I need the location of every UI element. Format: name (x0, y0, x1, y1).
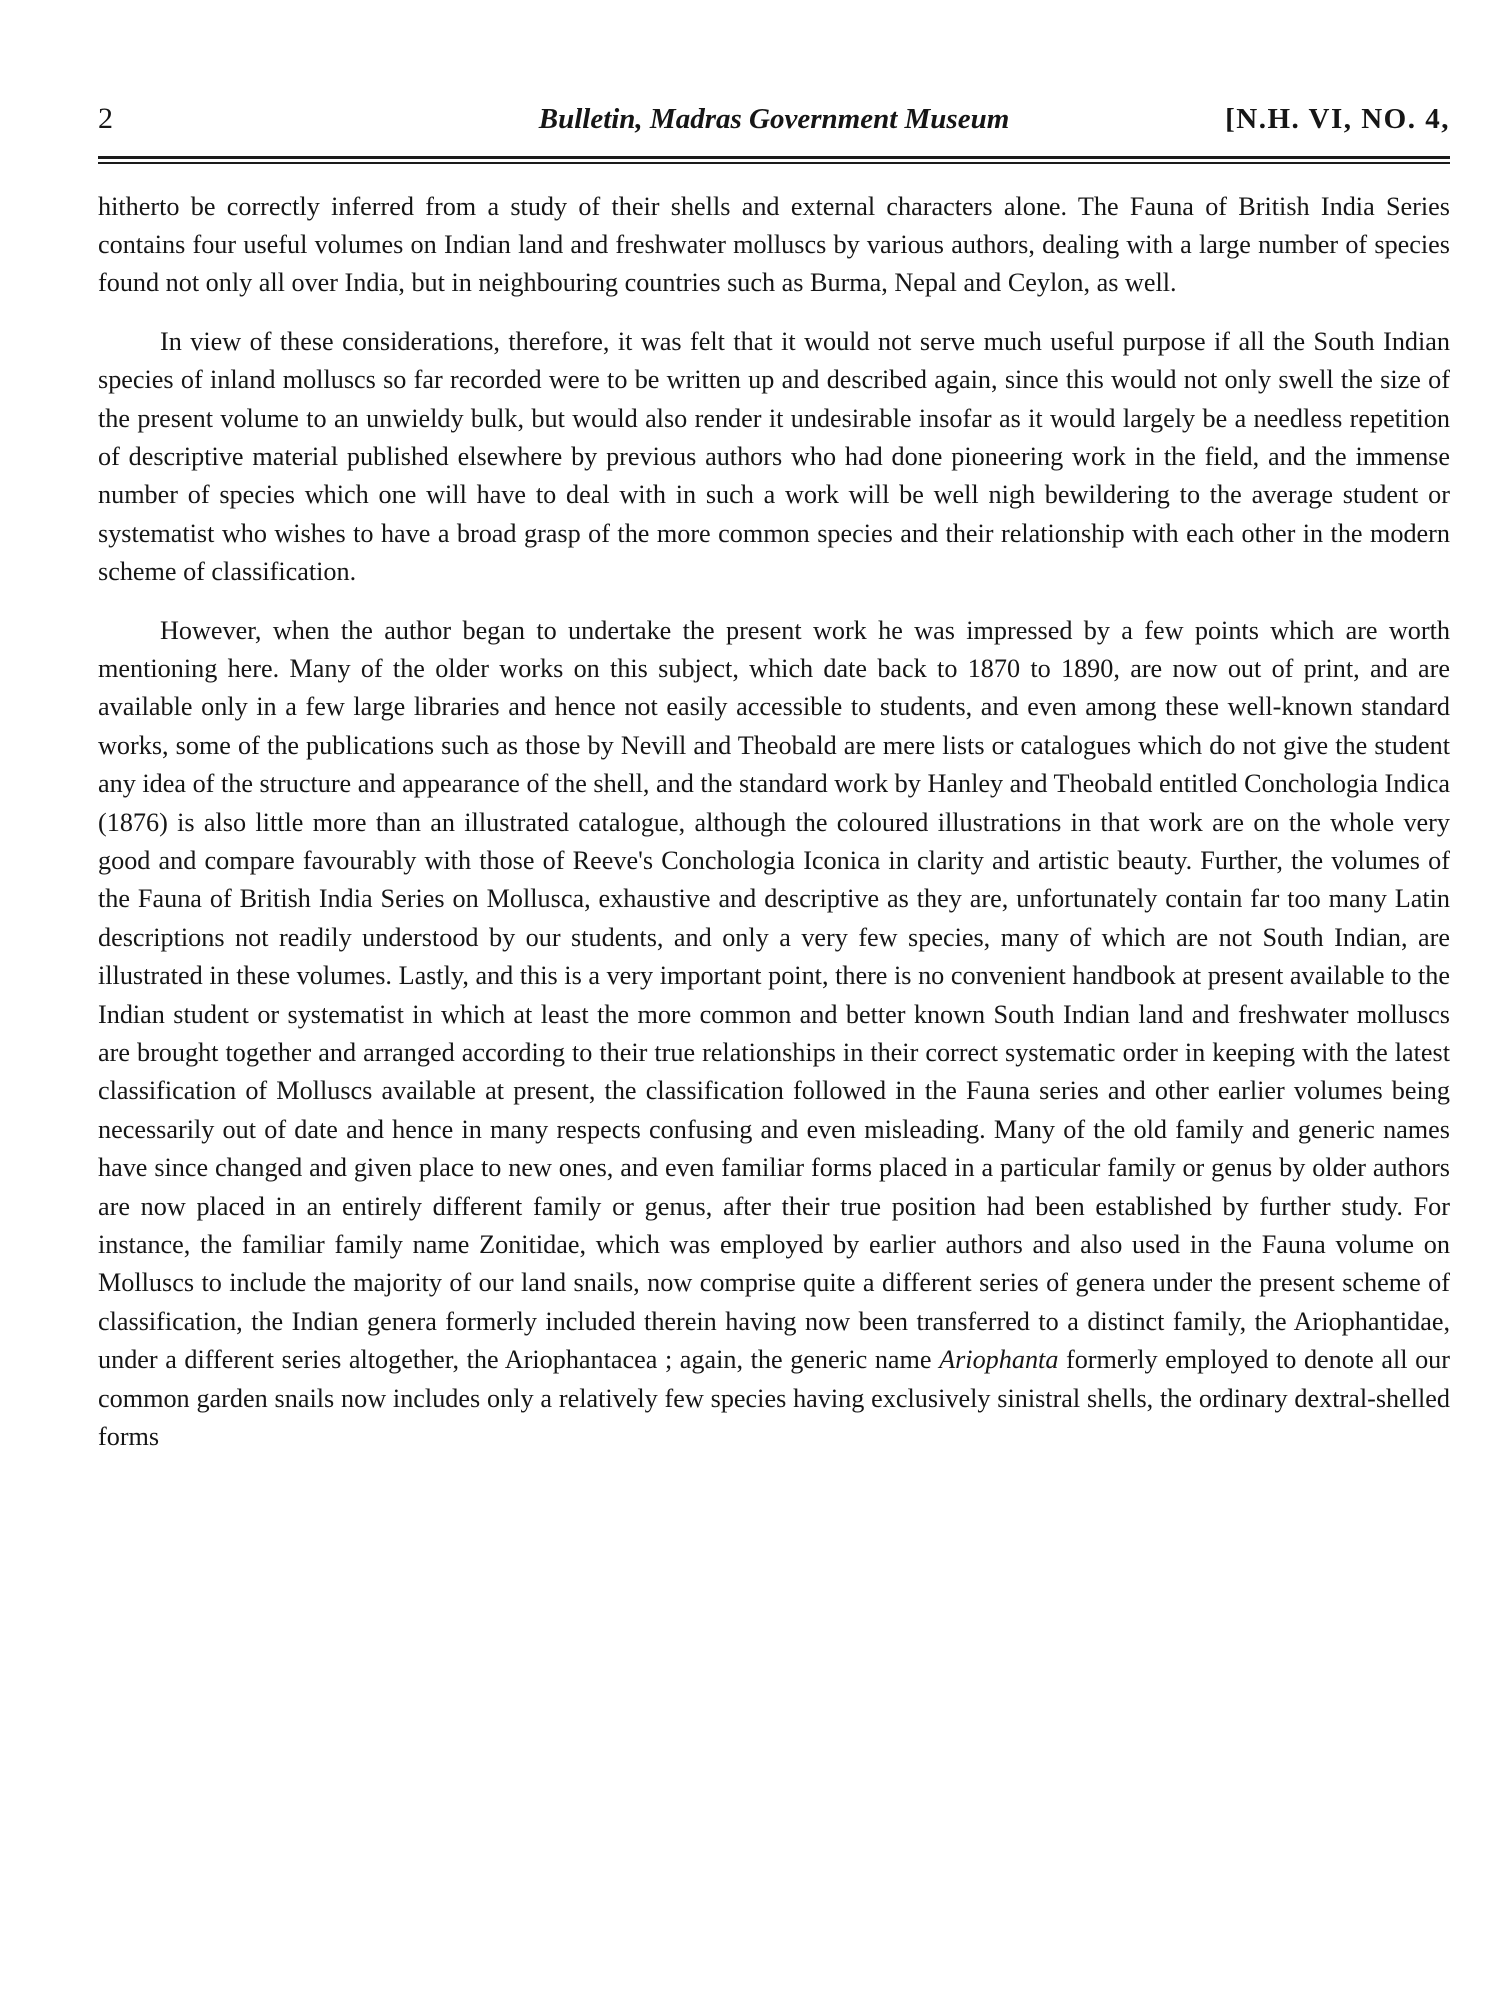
journal-title: Bulletin, Madras Government Museum (538, 103, 1010, 135)
header-rule-thick (98, 156, 1450, 159)
body-text (98, 188, 1450, 1457)
paragraph-continuation: hitherto be correctly inferred from a study of their shells and external characters alone. The Fauna of British India Series contains four useful volumes on Indian land and freshwater molluscs by various authors, dealing with a large number of species found not only all over India, but in neighbouring countries such as Burma, Nepal and Ceylon, as well. (98, 191, 1450, 298)
paragraph-however (98, 612, 1450, 1457)
paragraph-text-before-genus: However, when the author began to undertake the present work he was impressed by a few points which are worth mentioning here. Many of the older works on this subject, which date back to 1870 to 1890, are now out of print, and are available only in a few large libraries and hence not easily accessible to students, and even among these well-known standard works, some of the publications such as those by Nevill and Theobald are mere lists or catalogues which do not give the student any idea of the structure and appearance of the shell, and the standard work by Hanley and Theobald entitled Conchologia Indica (1876) is also little more than an illustrated catalogue, although the coloured illustrations in that work are on the whole very good and compare favourably with those of Reeve's Conchologia Iconica in clarity and artistic beauty. Further, the volumes of the Fauna of British India Series on Mollusca, exhaustive and descriptive as they are, unfortunately contain far too many Latin descriptions not readily understood by our students, and only a very few species, many of which are not South Indian, are illustrated in these volumes. Lastly, and this is a very important point, there is no convenient handbook at present available to the Indian student or systematist in which at least the more common and better known South Indian land and freshwater molluscs are brought together and arranged according to their true relationships in their correct systematic order in keeping with the latest classification of Molluscs available at present, the classification followed in the Fauna series and other earlier volumes being necessarily out of date and hence in many respects confusing and even misleading. Many of the old family and generic names have since changed and given place to new ones, and even familiar forms placed in a particular family or genus by older authors are now placed in an entirely different family or genus, after their true position had been established by further study. For instance, the familiar family name Zonitidae, which was employed by earlier authors and also used in the Fauna volume on Molluscs to include the majority of our land snails, now comprise quite a different series of genera under the present scheme of classification, the Indian genera formerly included therein having now been transferred to a distinct family, the Ariophantidae, under a different series altogether, the Ariophantacea ; again, the generic name (98, 615, 1450, 1375)
series-reference: [N.H. VI, NO. 4, (1225, 103, 1450, 135)
genus-name-ariophanta: Ariophanta (939, 1345, 1059, 1375)
page-number: 2 (98, 102, 113, 135)
running-header (98, 96, 1450, 142)
paragraph-considerations: In view of these considerations, therefore, it was felt that it would not serve much useful purpose if all the South Indian species of inland molluscs so far recorded were to be written up and described again, since this would not only swell the size of the present volume to an unwieldy bulk, but would also render it undesirable insofar as it would largely be a needless repetition of descriptive material published elsewhere by previous authors who had done pioneering work in the field, and the immense number of species which one will have to deal with in such a work will be well nigh bewildering to the average student or systematist who wishes to have a broad grasp of the more common species and their relationship with each other in the modern scheme of classification. (98, 326, 1450, 587)
document-page (98, 96, 1450, 1457)
paragraph-text-after-genus: formerly employed to denote all our common garden snails now includes only a relatively few species having exclusively sinistral shells, the ordinary dextral-shelled forms (98, 1345, 1450, 1452)
header-rule-thin (98, 162, 1450, 164)
